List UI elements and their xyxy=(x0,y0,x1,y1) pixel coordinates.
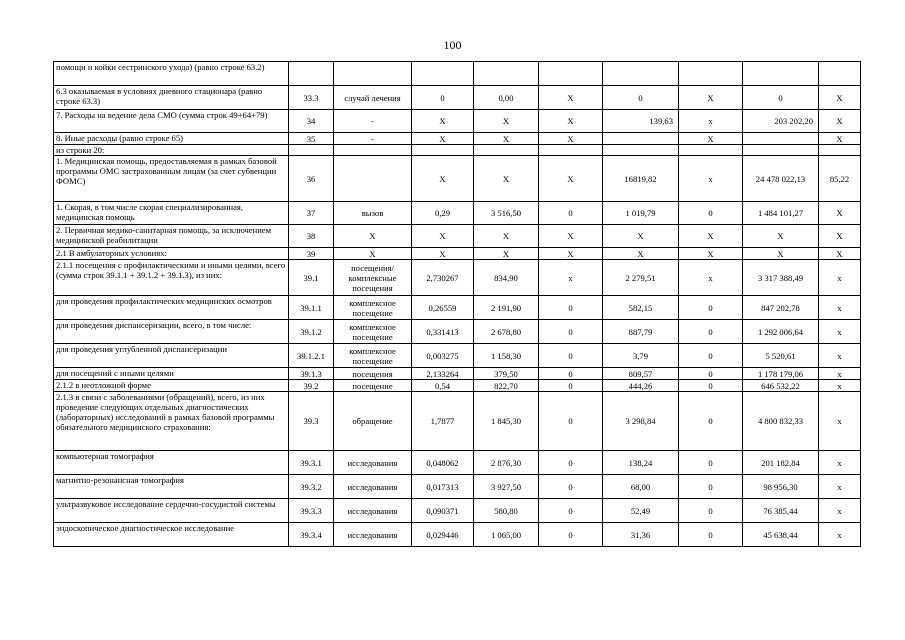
row-code xyxy=(289,145,334,156)
row-value: x xyxy=(819,320,861,344)
table-row xyxy=(54,202,861,225)
row-value xyxy=(474,145,539,156)
row-value: 646 532,22 xyxy=(743,380,819,392)
row-value: 0 xyxy=(539,202,603,225)
row-value: 0 xyxy=(743,86,819,110)
row-name: 7. Расходы на ведение дела СМО (сумма строк 49+64+79) xyxy=(54,110,289,133)
row-value xyxy=(819,62,861,86)
row-name: 6.3 оказываемая в условиях дневного стационара (равно строке 63.3) xyxy=(54,86,289,110)
row-value: 3 516,50 xyxy=(474,202,539,225)
row-value: X xyxy=(474,156,539,202)
table-row xyxy=(54,62,861,86)
row-value: 16819,82 xyxy=(603,156,679,202)
row-value: 2 279,51 xyxy=(603,260,679,296)
row-value: 0 xyxy=(539,296,603,320)
row-value: X xyxy=(539,248,603,260)
row-code: 39.1 xyxy=(289,260,334,296)
row-value: 5 520,61 xyxy=(743,344,819,368)
row-value xyxy=(603,62,679,86)
row-value: 203 202,20 xyxy=(743,110,819,133)
page-number: 100 xyxy=(443,38,462,52)
table-body xyxy=(54,62,861,547)
row-value: 139,63 xyxy=(603,110,679,133)
table-row xyxy=(54,451,861,475)
table-row xyxy=(54,499,861,523)
row-unit: комплексное посещение xyxy=(334,296,412,320)
row-unit: исследования xyxy=(334,499,412,523)
row-name: магнитно-резонансная томография xyxy=(54,475,289,499)
row-value: 1 178 179,06 xyxy=(743,368,819,380)
row-unit: комплексное посещение xyxy=(334,320,412,344)
table-row xyxy=(54,475,861,499)
row-unit: случай лечения xyxy=(334,86,412,110)
row-value xyxy=(412,62,474,86)
row-value: 0,331413 xyxy=(412,320,474,344)
row-value: 0,003275 xyxy=(412,344,474,368)
row-value: 0 xyxy=(679,392,743,451)
row-value: x xyxy=(819,296,861,320)
row-value: x xyxy=(679,260,743,296)
row-code xyxy=(289,62,334,86)
row-unit: вызов xyxy=(334,202,412,225)
row-value: 68,00 xyxy=(603,475,679,499)
row-value: X xyxy=(819,225,861,248)
row-value: x xyxy=(679,110,743,133)
row-value: x xyxy=(819,380,861,392)
row-code: 39.3 xyxy=(289,392,334,451)
row-name: помощи и койки сестринского ухода) (равно строке 63.2) xyxy=(54,62,289,86)
row-value: X xyxy=(539,156,603,202)
row-value: 0 xyxy=(679,499,743,523)
row-value: 1 484 101,27 xyxy=(743,202,819,225)
row-value: 0 xyxy=(679,296,743,320)
row-value: 0 xyxy=(679,344,743,368)
row-value: 3,79 xyxy=(603,344,679,368)
row-value: X xyxy=(679,248,743,260)
row-name: 2. Первичная медико-санитарная помощь, за исключением медицинской реабилитации xyxy=(54,225,289,248)
row-value: 3 317 388,49 xyxy=(743,260,819,296)
table-row xyxy=(54,225,861,248)
row-code: 39.3.4 xyxy=(289,523,334,547)
row-value: 31,36 xyxy=(603,523,679,547)
row-value: x xyxy=(679,156,743,202)
row-value: 0 xyxy=(412,86,474,110)
row-value: X xyxy=(679,225,743,248)
row-name: из строки 20: xyxy=(54,145,289,156)
row-value: X xyxy=(539,86,603,110)
row-unit xyxy=(334,156,412,202)
row-name: 2.1.1 посещения с профилактическими и иными целями, всего (сумма строк 39.1.1 + 39.1.2 + 39.1.3), из них: xyxy=(54,260,289,296)
row-value: 138,24 xyxy=(603,451,679,475)
row-value: 887,79 xyxy=(603,320,679,344)
row-value: 0 xyxy=(539,368,603,380)
row-value xyxy=(743,62,819,86)
row-value xyxy=(743,133,819,145)
row-value: X xyxy=(412,225,474,248)
table-row xyxy=(54,296,861,320)
row-value: 76 385,44 xyxy=(743,499,819,523)
row-value: 0 xyxy=(539,380,603,392)
row-code: 37 xyxy=(289,202,334,225)
row-value: x xyxy=(819,344,861,368)
row-value: 809,57 xyxy=(603,368,679,380)
row-unit: исследования xyxy=(334,475,412,499)
row-code: 35 xyxy=(289,133,334,145)
row-value: 0 xyxy=(539,475,603,499)
row-code: 33.3 xyxy=(289,86,334,110)
row-value: 0,017313 xyxy=(412,475,474,499)
row-value: x xyxy=(819,475,861,499)
row-name: для посещений с иными целями xyxy=(54,368,289,380)
row-value: X xyxy=(412,248,474,260)
row-name: 2.1.2 в неотложной форме xyxy=(54,380,289,392)
row-value: 0 xyxy=(679,475,743,499)
row-unit xyxy=(334,145,412,156)
row-value xyxy=(819,145,861,156)
row-value: 0 xyxy=(539,392,603,451)
row-value: X xyxy=(474,248,539,260)
row-value: 0 xyxy=(539,320,603,344)
row-value: 582,15 xyxy=(603,296,679,320)
row-value: X xyxy=(603,225,679,248)
row-value: X xyxy=(819,248,861,260)
row-value xyxy=(474,62,539,86)
row-value: X xyxy=(603,248,679,260)
row-value: X xyxy=(819,86,861,110)
row-code: 39.1.2 xyxy=(289,320,334,344)
row-unit: посещения/комплексные посещения xyxy=(334,260,412,296)
row-value: X xyxy=(819,202,861,225)
row-value: 0,26559 xyxy=(412,296,474,320)
table-row xyxy=(54,380,861,392)
row-value: X xyxy=(743,248,819,260)
table-row xyxy=(54,145,861,156)
row-unit: X xyxy=(334,225,412,248)
row-value: 822,70 xyxy=(474,380,539,392)
row-value: 444,26 xyxy=(603,380,679,392)
row-name: для проведения углубленной диспансеризации xyxy=(54,344,289,368)
row-value: X xyxy=(819,110,861,133)
row-value: 0 xyxy=(679,202,743,225)
row-unit: обращение xyxy=(334,392,412,451)
row-value: 0 xyxy=(539,344,603,368)
row-value xyxy=(539,62,603,86)
row-value: X xyxy=(412,156,474,202)
row-value xyxy=(539,145,603,156)
row-value: 2 876,30 xyxy=(474,451,539,475)
row-value: 1 292 006,64 xyxy=(743,320,819,344)
row-value: 2,133264 xyxy=(412,368,474,380)
row-code: 39 xyxy=(289,248,334,260)
table-row xyxy=(54,392,861,451)
row-value: x xyxy=(819,499,861,523)
row-code: 39.2 xyxy=(289,380,334,392)
row-value: X xyxy=(539,133,603,145)
row-value: x xyxy=(819,368,861,380)
row-value: 0,029446 xyxy=(412,523,474,547)
row-value: 2 191,90 xyxy=(474,296,539,320)
row-value: 2 678,80 xyxy=(474,320,539,344)
table-row xyxy=(54,156,861,202)
row-value: 0 xyxy=(539,499,603,523)
row-name: компьютерная томография xyxy=(54,451,289,475)
row-name: для проведения профилактических медицинских осмотров xyxy=(54,296,289,320)
row-value: 3 298,84 xyxy=(603,392,679,451)
table-row xyxy=(54,368,861,380)
row-unit: X xyxy=(334,248,412,260)
row-value: 0 xyxy=(539,451,603,475)
row-value xyxy=(603,133,679,145)
row-value: 4 800 832,33 xyxy=(743,392,819,451)
row-name: 2.1.3 в связи с заболеваниями (обращений), всего, из них проведение следующих отдельных диагностических (лабораторных) исследований в рамках базовой программы обязательного медицинского страхования: xyxy=(54,392,289,451)
row-value: X xyxy=(819,133,861,145)
row-unit: комплексное посещение xyxy=(334,344,412,368)
row-value: x xyxy=(819,392,861,451)
row-value: 0 xyxy=(679,368,743,380)
row-value: 1 158,30 xyxy=(474,344,539,368)
row-code: 34 xyxy=(289,110,334,133)
row-value: 3 927,50 xyxy=(474,475,539,499)
row-value: X xyxy=(412,133,474,145)
row-value: 0,29 xyxy=(412,202,474,225)
row-value: 24 478 022,13 xyxy=(743,156,819,202)
row-code: 36 xyxy=(289,156,334,202)
row-value: x xyxy=(819,451,861,475)
row-value: x xyxy=(539,260,603,296)
row-value: 1,7877 xyxy=(412,392,474,451)
row-value xyxy=(603,145,679,156)
row-value: 85,22 xyxy=(819,156,861,202)
row-value: 0,54 xyxy=(412,380,474,392)
row-unit: исследования xyxy=(334,451,412,475)
row-value xyxy=(679,62,743,86)
row-code: 39.3.2 xyxy=(289,475,334,499)
table-row xyxy=(54,320,861,344)
row-name: 1. Скорая, в том числе скорая специализированная, медицинская помощь xyxy=(54,202,289,225)
row-name: 8. Иные расходы (равно строке 65) xyxy=(54,133,289,145)
row-code: 38 xyxy=(289,225,334,248)
row-value xyxy=(743,145,819,156)
row-value: X xyxy=(474,133,539,145)
table-row xyxy=(54,260,861,296)
table-row xyxy=(54,86,861,110)
row-value: 98 956,30 xyxy=(743,475,819,499)
row-name: ультразвуковое исследование сердечно-сосудистой системы xyxy=(54,499,289,523)
table-row xyxy=(54,110,861,133)
row-value: 847 202,78 xyxy=(743,296,819,320)
row-value: 0 xyxy=(679,380,743,392)
row-unit: - xyxy=(334,110,412,133)
row-value: 0,090371 xyxy=(412,499,474,523)
row-value: 45 638,44 xyxy=(743,523,819,547)
row-value: X xyxy=(679,133,743,145)
row-value: 379,50 xyxy=(474,368,539,380)
row-value: X xyxy=(679,86,743,110)
row-value: 0 xyxy=(603,86,679,110)
row-value: X xyxy=(474,225,539,248)
row-value: 1 065,00 xyxy=(474,523,539,547)
row-value: 1 019,79 xyxy=(603,202,679,225)
financing-table xyxy=(53,61,861,547)
row-value: X xyxy=(539,225,603,248)
row-code: 39.1.1 xyxy=(289,296,334,320)
row-code: 39.1.2.1 xyxy=(289,344,334,368)
row-value: 580,80 xyxy=(474,499,539,523)
table-row xyxy=(54,248,861,260)
row-value: X xyxy=(539,110,603,133)
row-value: 834,90 xyxy=(474,260,539,296)
row-value: 0,00 xyxy=(474,86,539,110)
row-value: X xyxy=(743,225,819,248)
row-name: эндоскопическое диагностическое исследование xyxy=(54,523,289,547)
row-value: X xyxy=(474,110,539,133)
row-unit xyxy=(334,62,412,86)
row-name: 1. Медицинская помощь, предоставляемая в рамках базовой программы ОМС застрахованным лицам (за счет субвенции ФОМС) xyxy=(54,156,289,202)
row-value: 2,730267 xyxy=(412,260,474,296)
row-code: 39.3.3 xyxy=(289,499,334,523)
row-unit: посещение xyxy=(334,380,412,392)
row-value: 0 xyxy=(539,523,603,547)
row-name: 2.1 В амбулаторных условиях: xyxy=(54,248,289,260)
row-value xyxy=(679,145,743,156)
row-value: 0 xyxy=(679,523,743,547)
table-row xyxy=(54,133,861,145)
row-code: 39.3.1 xyxy=(289,451,334,475)
row-value: X xyxy=(412,110,474,133)
row-unit: исследования xyxy=(334,523,412,547)
row-unit: посещения xyxy=(334,368,412,380)
row-value: 0,048062 xyxy=(412,451,474,475)
table-row xyxy=(54,523,861,547)
row-value: 52,49 xyxy=(603,499,679,523)
row-value: 201 182,84 xyxy=(743,451,819,475)
row-name: для проведения диспансеризации, всего, в том числе: xyxy=(54,320,289,344)
row-value: 0 xyxy=(679,320,743,344)
table-row xyxy=(54,344,861,368)
row-code: 39.1.3 xyxy=(289,368,334,380)
row-value: 0 xyxy=(679,451,743,475)
row-unit: - xyxy=(334,133,412,145)
row-value: x xyxy=(819,260,861,296)
row-value: x xyxy=(819,523,861,547)
row-value: 1 845,30 xyxy=(474,392,539,451)
row-value xyxy=(412,145,474,156)
